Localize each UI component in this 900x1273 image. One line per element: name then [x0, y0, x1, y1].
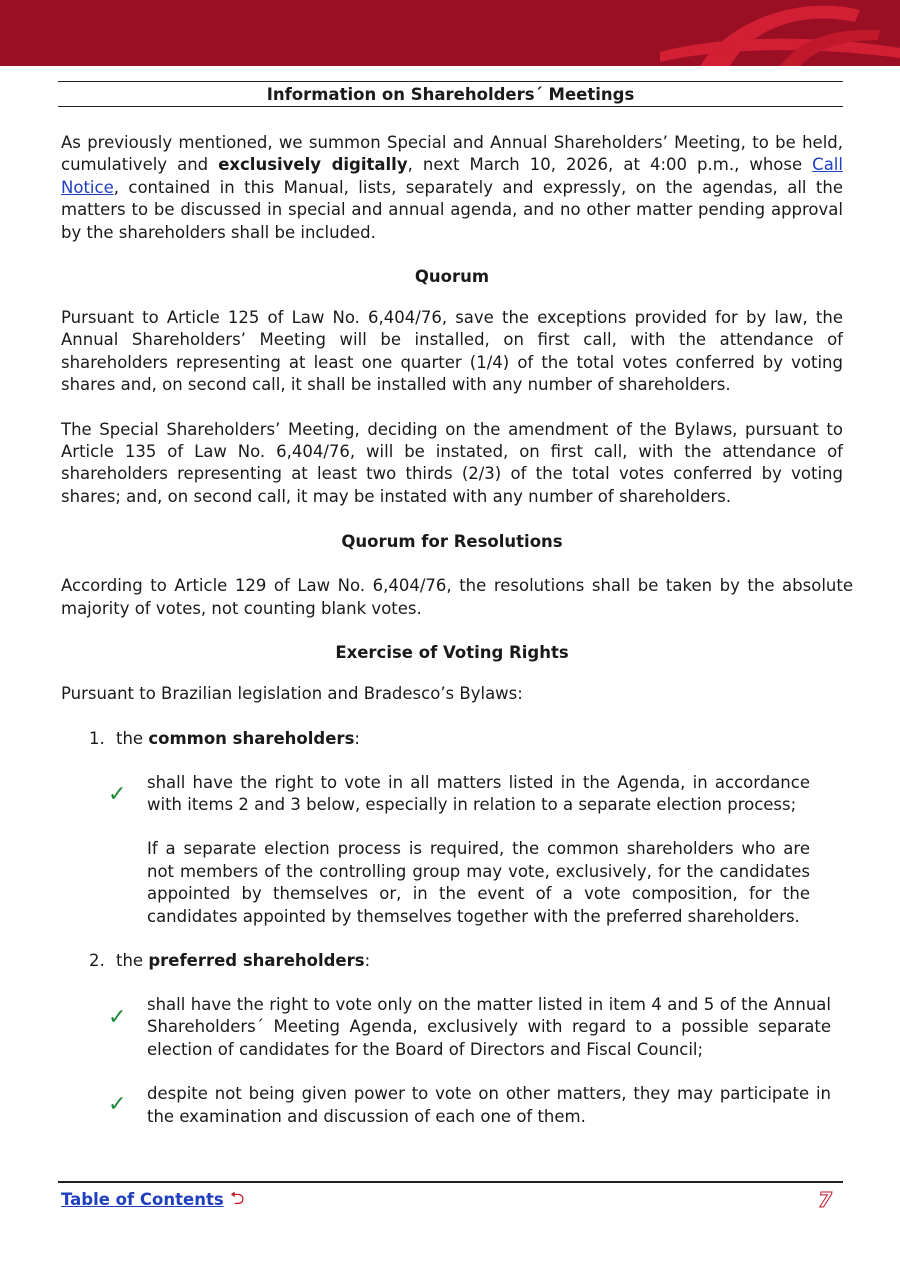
brand-swoosh-icon — [660, 0, 900, 66]
check-item-text: shall have the right to vote only on the matter listed in item 4 and 5 of the Annual Shareholders´ Meeting Agenda, exclusively with regard to a possible separate election of candidates for the Board of Directors and Fiscal Council; — [147, 994, 831, 1059]
intro-paragraph — [61, 132, 843, 244]
page-content — [61, 81, 853, 1128]
check-item-text: despite not being given power to vote on other matters, they may participate in the examination and discussion of each one of them. — [147, 1084, 831, 1126]
header-banner — [0, 0, 900, 66]
list-item-text: the — [116, 950, 149, 970]
table-of-contents-link[interactable]: Table of Contents — [61, 1190, 224, 1209]
section-title: Information on Shareholders´ Meetings — [58, 81, 843, 107]
footer-divider — [58, 1181, 843, 1183]
quorum-resolutions-paragraph: According to Article 129 of Law No. 6,404/76, the resolutions shall be taken by the absolute majority of votes, not counting blank votes. — [61, 576, 853, 618]
check-item-text: shall have the right to vote in all matters listed in the Agenda, in accordance with items 2 and 3 below, especially in relation to a separate election process; — [147, 772, 810, 814]
list-item-bold: common shareholders — [148, 728, 355, 748]
return-arrow-icon[interactable]: ⮌ — [230, 1188, 245, 1209]
page-number: 7 — [818, 1188, 832, 1212]
intro-text-3: , contained in this Manual, lists, separately and expressly, on the agendas, all the matters to be discussed in special and annual agenda, and no other matter pending approval by the shareholders shall be included. — [61, 177, 843, 242]
list-item-text: the — [116, 728, 149, 748]
checkmark-icon: ✓ — [108, 1004, 127, 1030]
list-number: 1. — [89, 728, 105, 748]
check-item — [61, 772, 810, 817]
intro-text-2: , next March 10, 2026, at 4:00 p.m., whose — [407, 155, 813, 175]
list-item-text: : — [354, 728, 360, 748]
check-item — [61, 1083, 831, 1128]
intro-text-1: As previously mentioned, we summon Special and Annual Shareholders’ Meeting, to be held, cumulatively and — [61, 133, 843, 175]
list-item-text: : — [364, 950, 371, 970]
list-number: 2. — [89, 950, 105, 970]
check-item — [61, 994, 831, 1061]
sub-paragraph-text: If a separate election process is required, the common shareholders who are not members of the controlling group may vote, exclusively, for the candidates appointed by themselves or, in the event of a vote composition, for the candidates appointed by themselves together with the preferred shareholders. — [147, 839, 810, 926]
sub-paragraph — [61, 838, 810, 928]
quorum-resolutions-heading: Quorum for Resolutions — [341, 532, 563, 552]
quorum-paragraph-1: Pursuant to Article 125 of Law No. 6,404/76, save the exceptions provided for by law, the Annual Shareholders’ Meeting will be installed, on first call, with the attendance of shareholders representing at least one quarter (1/4) of the total votes conferred by voting shares and, on second call, it shall be installed with any number of shareholders. — [61, 308, 843, 395]
list-item-common — [61, 728, 843, 750]
quorum-paragraph-2: The Special Shareholders’ Meeting, deciding on the amendment of the Bylaws, pursuant to Article 135 of Law No. 6,404/76, will be instated, on first call, with the attendance of shareholders representing at least two thirds (2/3) of the total votes conferred by voting shares; and, on second call, it may be instated with any number of shareholders. — [61, 419, 843, 506]
checkmark-icon: ✓ — [108, 781, 127, 807]
voting-heading: Exercise of Voting Rights — [335, 643, 569, 663]
checkmark-icon: ✓ — [108, 1092, 127, 1118]
list-item-preferred — [61, 950, 843, 972]
quorum-heading: Quorum — [414, 267, 490, 287]
list-item-bold: preferred shareholders — [148, 950, 365, 970]
voting-intro: Pursuant to Brazilian legislation and Bradesco’s Bylaws: — [61, 684, 523, 704]
call-notice-link[interactable]: Call Notice — [61, 155, 843, 197]
intro-bold: exclusively digitally — [218, 155, 408, 175]
